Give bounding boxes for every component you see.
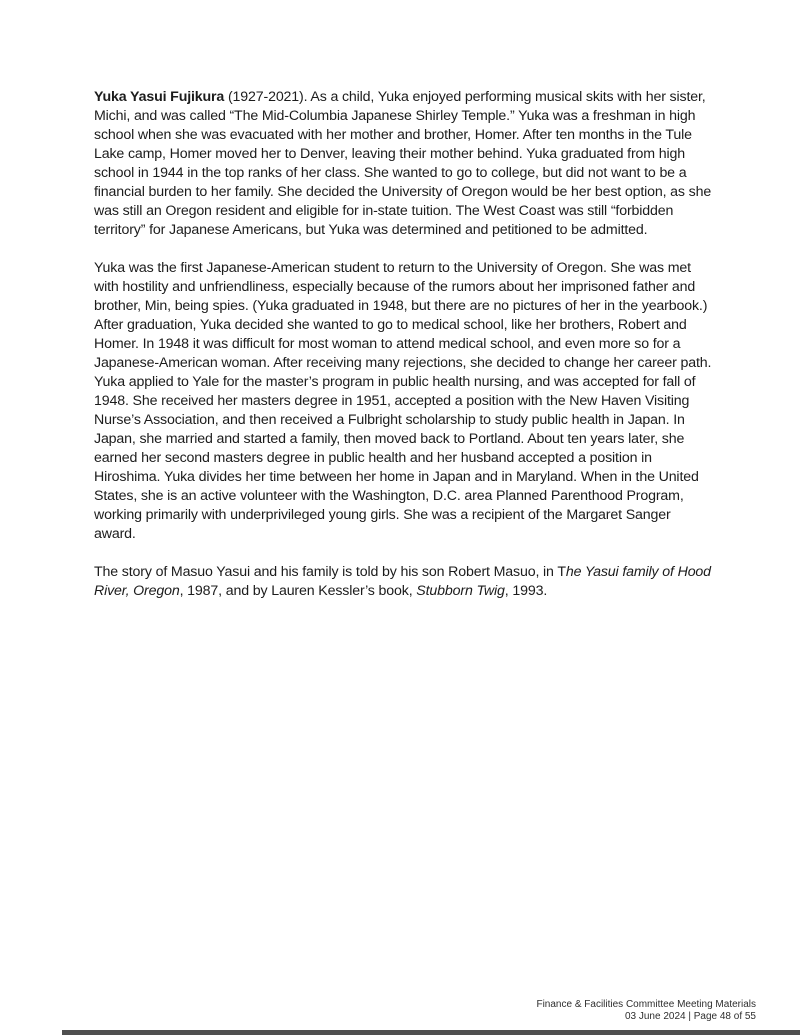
book-title-italic-2: Stubborn Twig	[416, 583, 505, 599]
paragraph-2-text: Yuka was the first Japanese-American student to return to the University of Oregon. She was met with hostility and unfriendliness, especially because of the rumors about her imprisoned father and brother, Min, being spies. (Yuka graduated in 1948, but there are no pictures of her in the yearbook.) After graduation, Yuka decided she wanted to go to medical school, like her brothers, Robert and Homer. In 1948 it was difficult for most woman to attend medical school, and even more so for a Japanese-American woman. After receiving many rejections, she decided to change her career path. Yuka applied to Yale for the master’s program in public health nursing, and was accepted for fall of 1948. She received her masters degree in 1951, accepted a position with the New Haven Visiting Nurse’s Association, and then received a Fulbright scholarship to study public health in Japan. In Japan, she married and started a family, then moved back to Portland. About ten years later, she earned her second masters degree in public health and her husband accepted a position in Hiroshima. Yuka divides her time between her home in Japan and in Maryland. When in the United States, she is an active volunteer with the Washington, D.C. area Planned Parenthood Program, working primarily with underprivileged young girls. She was a recipient of the Margaret Sanger award.	[94, 260, 712, 542]
paragraph-3-run-2: , 1987, and by Lauren Kessler’s book,	[179, 583, 417, 599]
footer-date-page-line: 03 June 2024 | Page 48 of 55	[624, 1010, 756, 1022]
footer-committee-line: Finance & Facilities Committee Meeting Materials	[536, 999, 756, 1010]
paragraph-3	[94, 563, 712, 601]
paragraph-2	[94, 259, 712, 544]
person-name-bold: Yuka Yasui Fujikura	[94, 89, 225, 105]
paragraph-1	[94, 88, 712, 240]
body-text	[94, 88, 712, 620]
paragraph-3-run-1: The story of Masuo Yasui and his family is told by his son Robert Masuo, in T	[94, 564, 566, 580]
paragraph-1-text: (1927-2021). As a child, Yuka enjoyed performing musical skits with her sister, Michi, and was called “The Mid-Columbia Japanese Shirley Temple.” Yuka was a freshman in high school when she was evacuated with her mother and brother, Homer. After ten months in the Tule Lake camp, Homer moved her to Denver, leaving their mother behind. Yuka graduated from high school in 1944 in the top ranks of her class. She wanted to go to college, but did not want to be a financial burden to her family. She decided the University of Oregon would be her best option, as she was still an Oregon resident and eligible for in-state tuition. The West Coast was still “forbidden territory” for Japanese Americans, but Yuka was determined and petitioned to be admitted.	[94, 89, 712, 238]
paragraph-3-run-3: , 1993.	[504, 583, 548, 599]
book-title-italic-1: he Yasui family of Hood River, Oregon	[94, 564, 711, 599]
page-footer	[536, 999, 756, 1022]
bottom-edge-bar	[62, 1030, 800, 1035]
